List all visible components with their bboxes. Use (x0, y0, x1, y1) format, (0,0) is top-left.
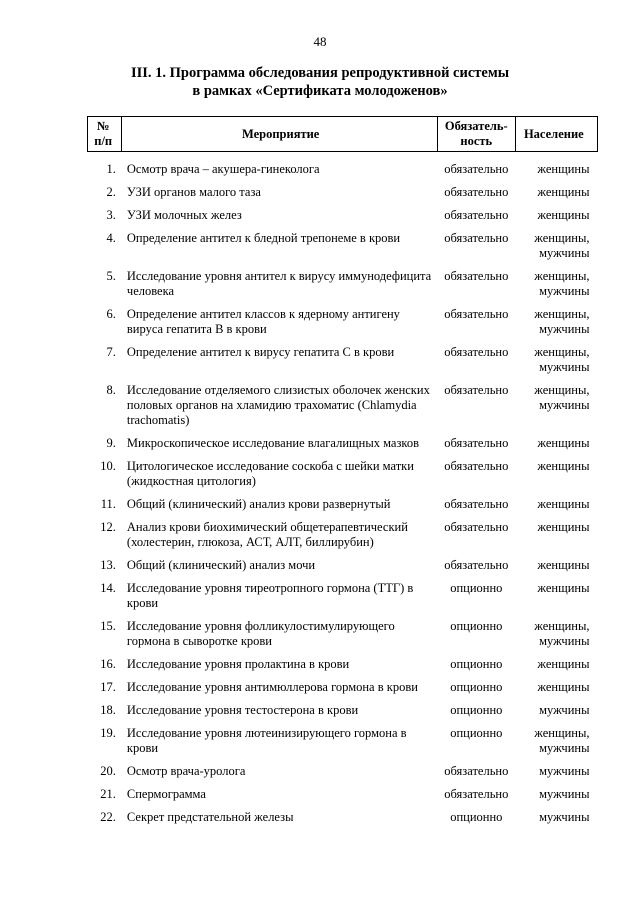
table-row (88, 616, 598, 654)
row-requirement: обязательно (444, 436, 509, 450)
row-requirement: обязательно (444, 162, 509, 176)
header-population: Население (515, 117, 597, 152)
row-measure: Исследование отделяемого слизистых оболочек женских половых органов на хламидию трахоматис (Chlamydia trachomatis) (126, 383, 430, 427)
row-measure: Анализ крови биохимический общетерапевтический (холестерин, глюкоза, АСТ, АЛТ, биллирубин) (126, 520, 408, 549)
row-number: 19. (100, 726, 116, 740)
row-number: 3. (106, 208, 116, 222)
row-population: женщины (537, 680, 590, 694)
row-requirement: обязательно (444, 497, 509, 511)
row-requirement: обязательно (444, 520, 509, 534)
section-title-line-1: III. 1. Программа обследования репродуктивной системы (130, 65, 510, 81)
row-population: женщины, мужчины (534, 619, 590, 648)
section-title-line-2: в рамках «Сертификата молодоженов» (192, 83, 448, 99)
table-row (88, 228, 598, 266)
row-number: 7. (106, 345, 116, 359)
row-requirement: опционно (450, 680, 503, 694)
row-number: 17. (100, 680, 116, 694)
table-body (88, 152, 598, 831)
header-measure: Мероприятие (122, 117, 438, 152)
row-measure: Исследование уровня лютеинизирующего гормона в крови (126, 726, 407, 755)
examination-table (87, 116, 598, 830)
row-requirement: опционно (450, 703, 503, 717)
row-population: женщины, мужчины (534, 345, 590, 374)
table-row (88, 266, 598, 304)
row-measure: Осмотр врача – акушера-гинеколога (126, 162, 320, 176)
row-measure: Исследование уровня антител к вирусу иммунодефицита человека (126, 269, 432, 298)
row-measure: Исследование уровня тиреотропного гормона (ТТГ) в крови (126, 581, 414, 610)
row-measure: Общий (клинический) анализ мочи (126, 558, 316, 572)
row-population: женщины (537, 459, 590, 473)
row-number: 8. (106, 383, 116, 397)
table-row (88, 807, 598, 830)
row-measure: Исследование уровня пролактина в крови (126, 657, 350, 671)
row-requirement: опционно (450, 581, 503, 595)
row-population: мужчины (539, 810, 590, 824)
row-population: мужчины (539, 703, 590, 717)
row-requirement: обязательно (444, 558, 509, 572)
table-row (88, 517, 598, 555)
row-number: 6. (106, 307, 116, 321)
row-number: 18. (100, 703, 116, 717)
row-population: женщины (537, 162, 590, 176)
row-requirement: обязательно (444, 345, 509, 359)
row-number: 21. (100, 787, 116, 801)
row-population: женщины (537, 581, 590, 595)
row-population: мужчины (539, 764, 590, 778)
table-row (88, 182, 598, 205)
row-number: 14. (100, 581, 116, 595)
header-requirement-line-1: Обязатель- (444, 119, 508, 133)
row-population: женщины (537, 436, 590, 450)
row-population: женщины, мужчины (534, 383, 590, 412)
table-row (88, 578, 598, 616)
table-header-row (88, 117, 598, 152)
row-number: 11. (100, 497, 116, 511)
table-row (88, 205, 598, 228)
row-measure: Микроскопическое исследование влагалищных мазков (126, 436, 419, 450)
row-population: мужчины (539, 787, 590, 801)
row-requirement: обязательно (444, 269, 509, 283)
row-measure: УЗИ молочных желез (126, 208, 242, 222)
row-requirement: обязательно (444, 787, 509, 801)
section-title (0, 64, 640, 100)
table-row (88, 152, 598, 183)
table-row (88, 654, 598, 677)
table-row (88, 456, 598, 494)
row-population: женщины (537, 208, 590, 222)
table-row (88, 342, 598, 380)
row-requirement: обязательно (444, 764, 509, 778)
row-population: женщины (537, 497, 590, 511)
row-number: 2. (106, 185, 116, 199)
table-row (88, 433, 598, 456)
row-number: 10. (100, 459, 116, 473)
header-requirement (437, 117, 515, 152)
row-requirement: обязательно (444, 231, 509, 245)
row-measure: Осмотр врача-уролога (126, 764, 246, 778)
row-requirement: опционно (450, 619, 503, 633)
row-population: женщины, мужчины (534, 307, 590, 336)
row-number: 15. (100, 619, 116, 633)
row-measure: Определение антител классов к ядерному антигену вируса гепатита В в крови (126, 307, 400, 336)
row-measure: Исследование уровня фолликулостимулирующего гормона в сыворотке крови (126, 619, 395, 648)
row-requirement: опционно (450, 657, 503, 671)
row-requirement: обязательно (444, 185, 509, 199)
row-measure: Секрет предстательной железы (126, 810, 294, 824)
row-requirement: обязательно (444, 307, 509, 321)
row-measure: Спермограмма (126, 787, 206, 801)
row-requirement: обязательно (444, 383, 509, 397)
row-population: женщины (537, 657, 590, 671)
row-number: 9. (106, 436, 116, 450)
row-measure: Цитологическое исследование соскоба с шейки матки (жидкостная цитология) (126, 459, 414, 488)
row-number: 12. (100, 520, 116, 534)
row-population: женщины, мужчины (534, 231, 590, 260)
table-row (88, 784, 598, 807)
row-measure: Исследование уровня тестостерона в крови (126, 703, 359, 717)
table-row (88, 380, 598, 433)
row-population: женщины, мужчины (534, 269, 590, 298)
row-requirement: опционно (450, 726, 503, 740)
row-population: женщины (537, 185, 590, 199)
table-row (88, 761, 598, 784)
row-population: женщины (537, 520, 590, 534)
table-row (88, 700, 598, 723)
table-row (88, 304, 598, 342)
row-requirement: обязательно (444, 459, 509, 473)
table-row (88, 677, 598, 700)
header-number (88, 117, 122, 152)
row-number: 5. (106, 269, 116, 283)
row-number: 16. (100, 657, 116, 671)
row-measure: Общий (клинический) анализ крови развернутый (126, 497, 391, 511)
row-requirement: опционно (450, 810, 503, 824)
row-number: 20. (100, 764, 116, 778)
row-number: 22. (100, 810, 116, 824)
row-measure: Определение антител к бледной трепонеме в крови (126, 231, 401, 245)
header-number-line-1: № (96, 119, 110, 133)
row-measure: Определение антител к вирусу гепатита С в крови (126, 345, 395, 359)
row-number: 13. (100, 558, 116, 572)
table-row (88, 494, 598, 517)
row-measure: УЗИ органов малого таза (126, 185, 261, 199)
header-number-line-2: п/п (94, 134, 113, 148)
row-number: 4. (106, 231, 116, 245)
table-row (88, 723, 598, 761)
row-population: женщины, мужчины (534, 726, 590, 755)
row-measure: Исследование уровня антимюллерова гормона в крови (126, 680, 418, 694)
page-number: 48 (313, 34, 327, 49)
row-number: 1. (106, 162, 116, 176)
header-requirement-line-2: ность (460, 134, 493, 148)
table-row (88, 555, 598, 578)
row-population: женщины (537, 558, 590, 572)
row-requirement: обязательно (444, 208, 509, 222)
